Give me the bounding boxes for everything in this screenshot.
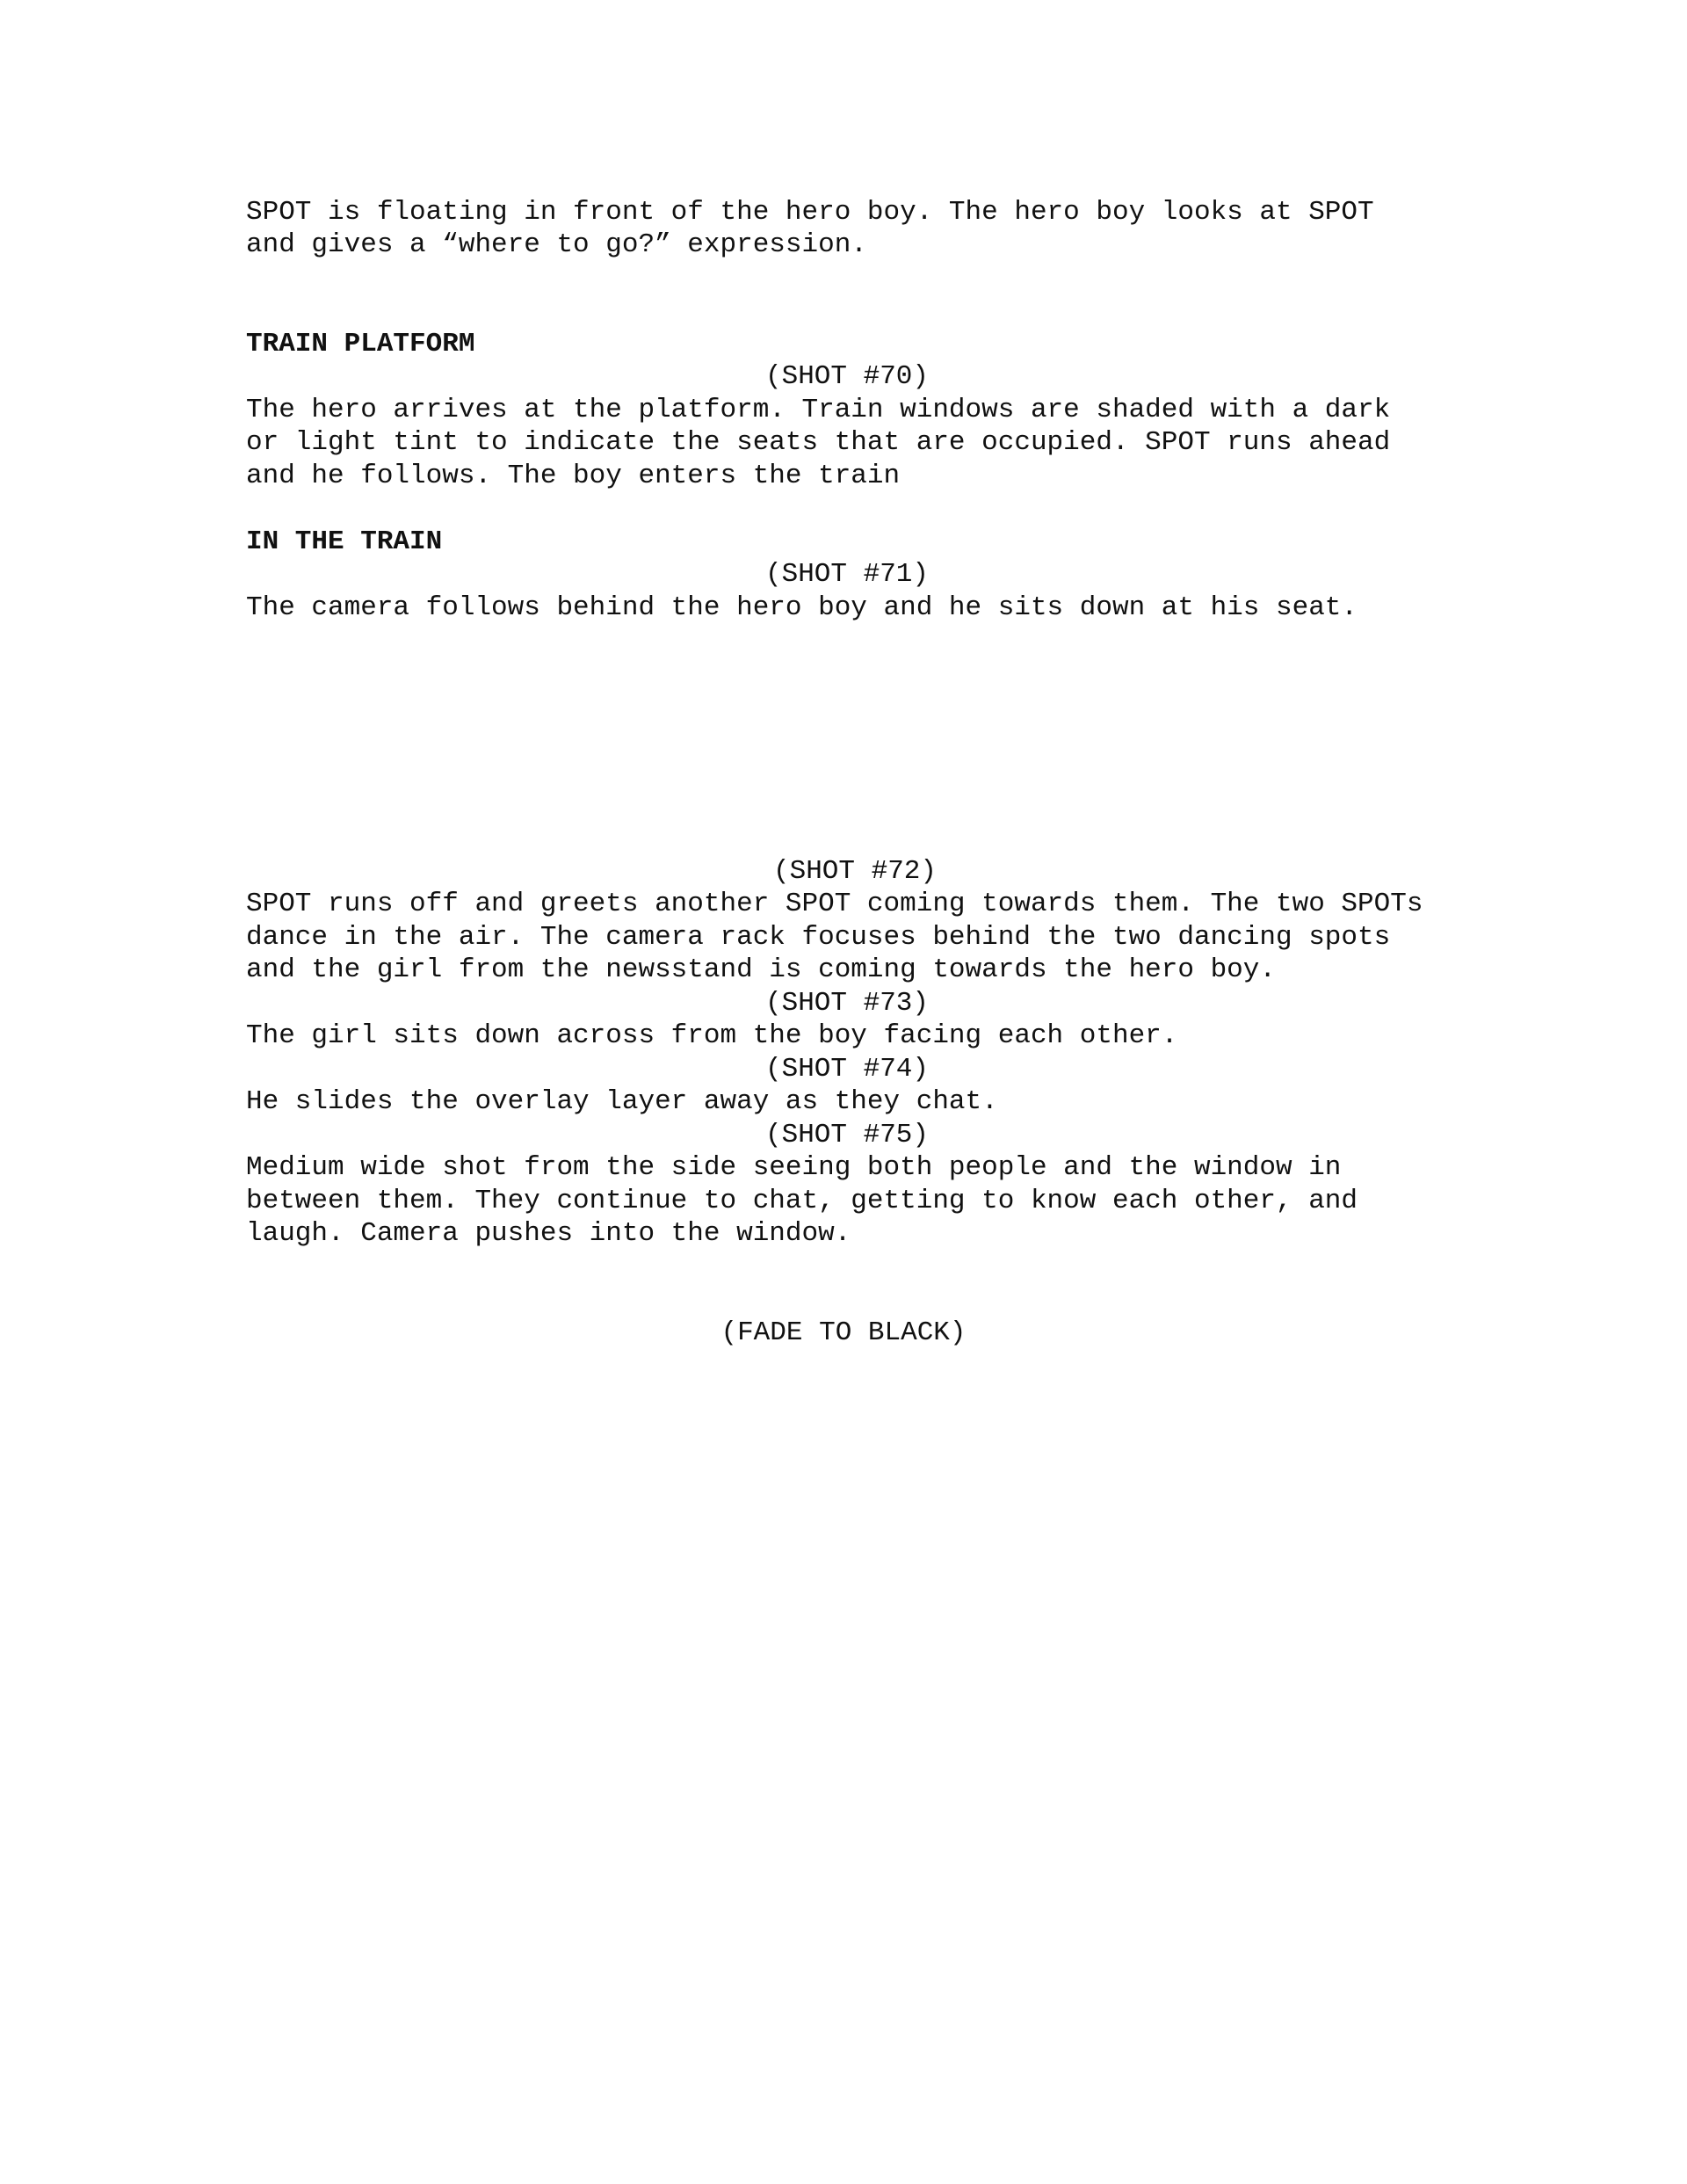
shot-label: (SHOT #72) xyxy=(772,856,938,887)
shot-label: (SHOT #75) xyxy=(764,1120,930,1150)
shot-label: (SHOT #70) xyxy=(764,361,930,392)
action-line: and the girl from the newsstand is coming towards the hero boy. xyxy=(246,954,1276,985)
scene-heading-in-the-train: IN THE TRAIN xyxy=(246,526,443,557)
action-line: The camera follows behind the hero boy and he sits down at his seat. xyxy=(246,592,1358,623)
action-line: laugh. Camera pushes into the window. xyxy=(246,1218,851,1249)
transition-label: (FADE TO BLACK) xyxy=(720,1317,967,1348)
shot-label: (SHOT #71) xyxy=(764,559,930,590)
action-line: He slides the overlay layer away as they chat. xyxy=(246,1086,998,1117)
shot-label: (SHOT #74) xyxy=(764,1054,930,1085)
shot-number xyxy=(0,1053,1687,1086)
shot-number xyxy=(0,855,1687,889)
action-line: The girl sits down across from the boy facing each other. xyxy=(246,1020,1178,1051)
shot-number xyxy=(0,558,1687,591)
transition xyxy=(0,1317,1687,1350)
action-line: dance in the air. The camera rack focuses behind the two dancing spots xyxy=(246,922,1391,953)
scene-heading-train-platform: TRAIN PLATFORM xyxy=(246,329,475,359)
action-line: The hero arrives at the platform. Train windows are shaded with a dark xyxy=(246,395,1391,425)
shot-number xyxy=(0,360,1687,394)
action-line: or light tint to indicate the seats that are occupied. SPOT runs ahead xyxy=(246,427,1391,458)
action-line: Medium wide shot from the side seeing both people and the window in xyxy=(246,1152,1342,1183)
action-line: and gives a “where to go?” expression. xyxy=(246,229,867,260)
action-line: between them. They continue to chat, getting to know each other, and xyxy=(246,1186,1358,1216)
shot-number xyxy=(0,1119,1687,1152)
shot-number xyxy=(0,987,1687,1020)
action-line: SPOT is floating in front of the hero boy. The hero boy looks at SPOT xyxy=(246,197,1374,228)
action-line: SPOT runs off and greets another SPOT coming towards them. The two SPOTs xyxy=(246,889,1423,919)
action-line: and he follows. The boy enters the train xyxy=(246,461,901,491)
shot-label: (SHOT #73) xyxy=(764,988,930,1019)
